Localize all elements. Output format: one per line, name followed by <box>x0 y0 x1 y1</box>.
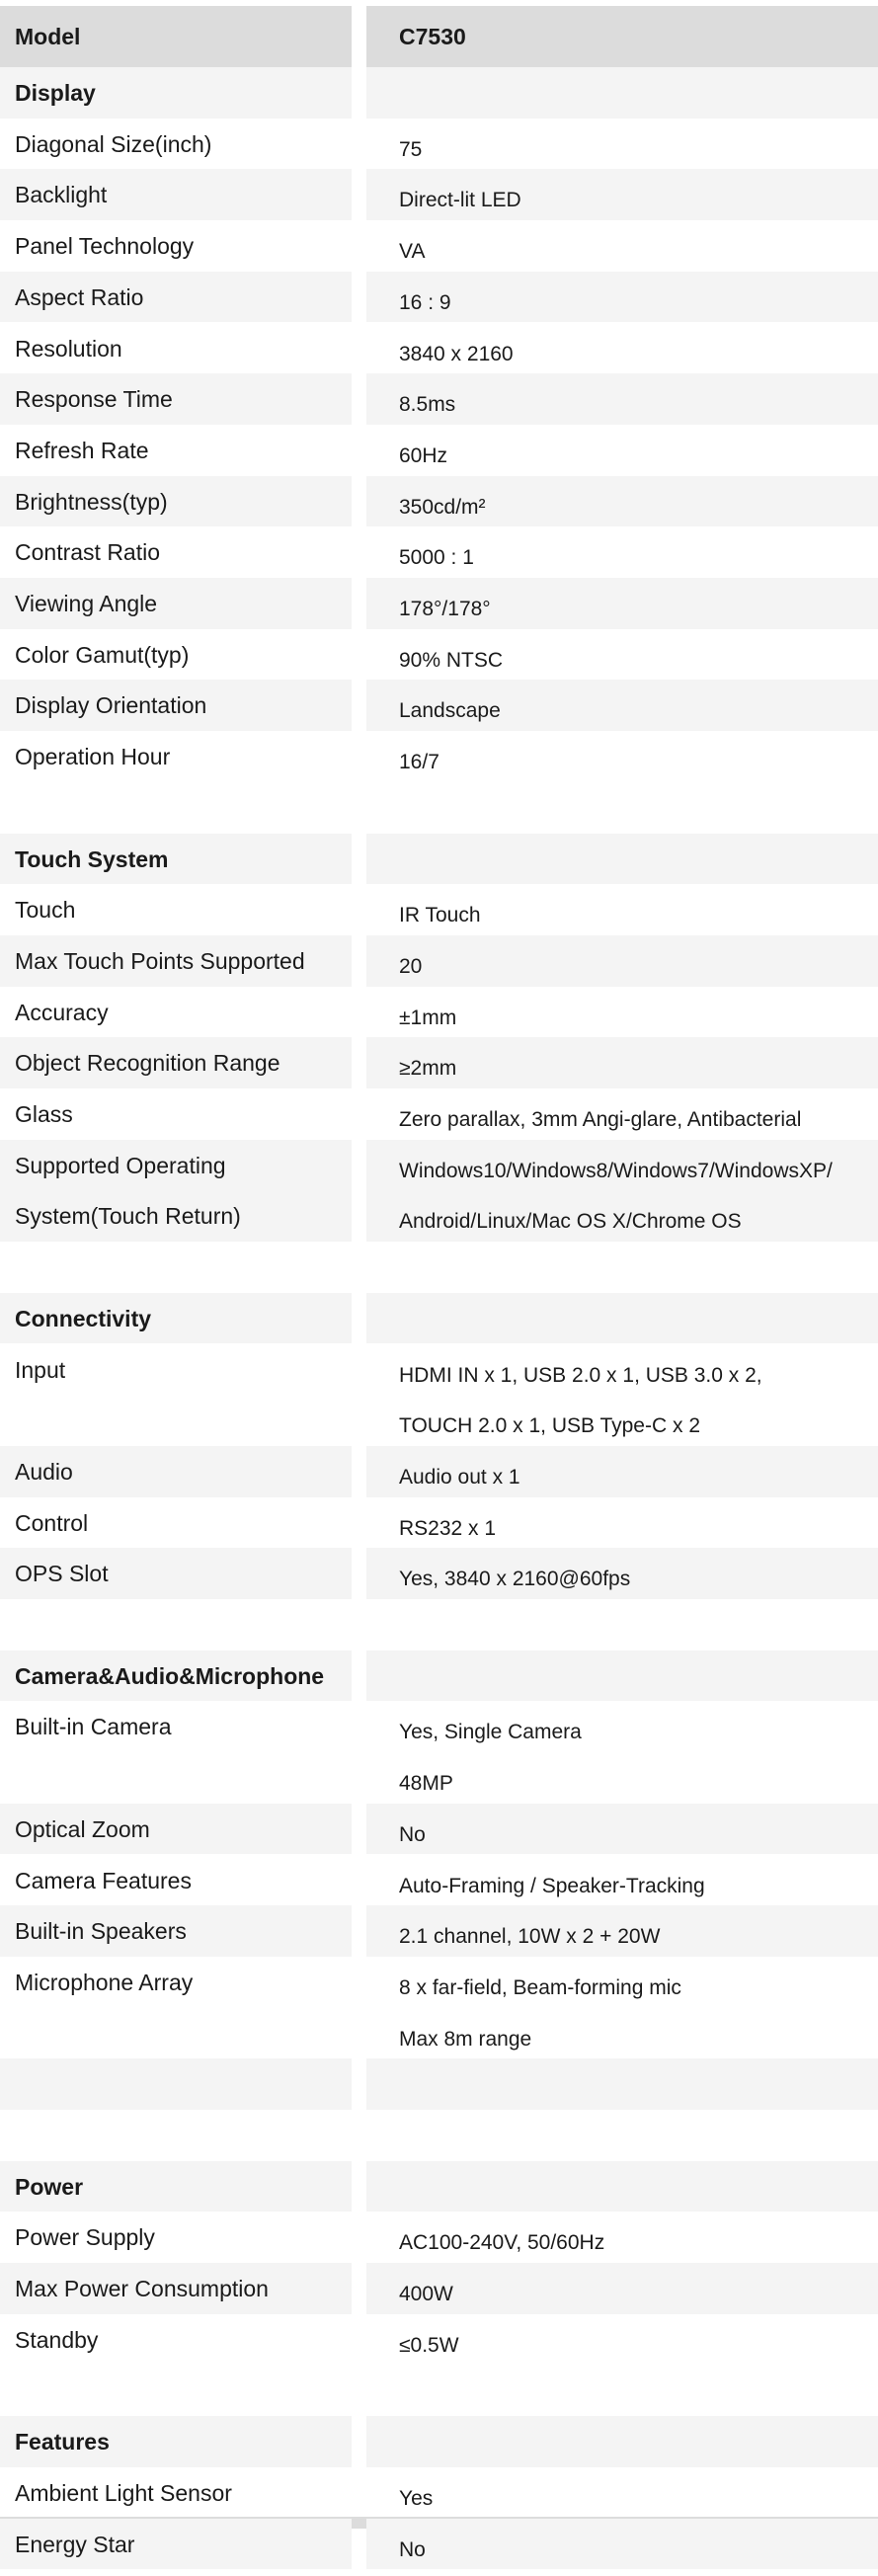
spec-value: 16 : 9 <box>399 290 451 314</box>
spec-label: Operation Hour <box>15 744 171 770</box>
spec-label: Glass <box>15 1101 73 1127</box>
spec-row <box>0 169 878 220</box>
spec-value: 8 x far-field, Beam-forming mic <box>399 1975 681 1999</box>
spec-label: Max Power Consumption <box>15 2276 269 2302</box>
spec-label: Response Time <box>15 386 173 413</box>
spec-value: 75 <box>399 137 423 161</box>
spec-value: TOUCH 2.0 x 1, USB Type-C x 2 <box>399 1414 700 1438</box>
spec-label: Diagonal Size(inch) <box>15 130 212 157</box>
section-title: Power <box>15 2173 84 2200</box>
spec-label: Control <box>15 1509 89 1536</box>
spec-value: 350cd/m² <box>399 495 486 519</box>
spec-label: Resolution <box>15 335 122 362</box>
model-label: Model <box>15 24 81 49</box>
spec-label: Color Gamut(typ) <box>15 641 190 668</box>
spec-value: Yes, 3840 x 2160@60fps <box>399 1568 631 1591</box>
section-title-row <box>0 2161 878 2213</box>
table-header-row <box>0 6 878 67</box>
spec-value: 20 <box>399 954 423 978</box>
spec-row <box>0 119 878 170</box>
spec-row <box>0 526 878 578</box>
spec-label: Built-in Camera <box>15 1714 172 1740</box>
spec-label: Standby <box>15 2326 99 2353</box>
spec-value: Yes <box>399 2486 434 2510</box>
spec-value: VA <box>399 240 426 264</box>
spec-label: Optical Zoom <box>15 1815 150 1842</box>
spec-row <box>0 2212 878 2263</box>
spec-label: Viewing Angle <box>15 591 158 616</box>
spec-label: Backlight <box>15 182 108 208</box>
spec-value: Max 8m range <box>399 2027 532 2051</box>
spec-label: Energy Star <box>15 2531 135 2557</box>
section-title: Display <box>15 80 96 106</box>
spec-row <box>0 373 878 425</box>
spec-value: IR Touch <box>399 904 481 927</box>
spec-value: 400W <box>399 2283 453 2306</box>
spec-label: Power Supply <box>15 2224 155 2251</box>
spec-label: Panel Technology <box>15 233 195 260</box>
spec-label: OPS Slot <box>15 1561 109 1587</box>
spec-value: Android/Linux/Mac OS X/Chrome OS <box>399 1210 742 1234</box>
spec-value: 3840 x 2160 <box>399 342 514 365</box>
spec-label: Touch <box>15 897 76 924</box>
spec-label: Object Recognition Range <box>15 1050 280 1077</box>
spec-row <box>0 1905 878 1957</box>
spec-row <box>0 1140 878 1242</box>
section-title-row <box>0 67 878 119</box>
spec-label: Audio <box>15 1458 73 1485</box>
spec-row <box>0 1497 878 1549</box>
section-title: Connectivity <box>15 1305 152 1331</box>
section-title: Touch System <box>15 845 169 872</box>
spec-value: 178°/178° <box>399 598 491 620</box>
spec-row <box>0 425 878 476</box>
spec-label: Ambient Light Sensor <box>15 2479 232 2506</box>
spec-row <box>0 578 878 629</box>
spec-row <box>0 987 878 1038</box>
section-title-row <box>0 2416 878 2467</box>
spec-row <box>0 1701 878 1803</box>
spec-value: ≤0.5W <box>399 2333 459 2357</box>
section-title: Camera&Audio&Microphone <box>15 1662 325 1689</box>
section-title-row <box>0 1650 878 1702</box>
spec-row <box>0 2314 878 2366</box>
spec-value: 2.1 channel, 10W x 2 + 20W <box>399 1925 661 1949</box>
spec-label: Microphone Array <box>15 1969 194 1995</box>
spec-label: Max Touch Points Supported <box>15 947 305 974</box>
spec-row <box>0 935 878 987</box>
spec-value: 90% NTSC <box>399 648 504 672</box>
spec-label: Refresh Rate <box>15 437 149 463</box>
spec-value: Zero parallax, 3mm Angi-glare, Antibacterial <box>399 1108 802 1131</box>
spec-row <box>0 1855 878 1906</box>
section-title: Features <box>15 2429 110 2455</box>
spec-value: 60Hz <box>399 443 448 467</box>
spec-value: 8.5ms <box>399 393 456 417</box>
spec-value: No <box>399 2537 426 2561</box>
spec-row <box>0 476 878 527</box>
spec-label: Camera Features <box>15 1867 192 1893</box>
spec-label: Input <box>15 1356 66 1383</box>
spec-row <box>0 220 878 272</box>
spec-value: Yes, Single Camera <box>399 1721 582 1744</box>
spec-row <box>0 272 878 323</box>
spec-value: 5000 : 1 <box>399 546 474 570</box>
section-title-row <box>0 1293 878 1344</box>
section-title-row <box>0 834 878 885</box>
spec-row <box>0 2519 878 2570</box>
spec-row <box>0 1344 878 1446</box>
spec-row <box>0 884 878 935</box>
model-value: C7530 <box>399 24 466 49</box>
spec-value: 48MP <box>399 1772 453 1796</box>
spec-value: HDMI IN x 1, USB 2.0 x 1, USB 3.0 x 2, <box>399 1363 762 1387</box>
spec-row <box>0 2467 878 2519</box>
spec-value: Windows10/Windows8/Windows7/WindowsXP/ <box>399 1159 833 1182</box>
spec-row <box>0 1804 878 1855</box>
spec-label: Accuracy <box>15 999 109 1025</box>
spec-row <box>0 1957 878 2058</box>
spec-row <box>0 680 878 731</box>
spec-value: Audio out x 1 <box>399 1465 520 1489</box>
spec-label: Built-in Speakers <box>15 1918 187 1945</box>
spec-row <box>0 1088 878 1140</box>
spec-row <box>0 2263 878 2314</box>
spec-value: Direct-lit LED <box>399 189 521 212</box>
spec-label: Aspect Ratio <box>15 283 144 310</box>
spec-row <box>0 2058 878 2110</box>
spec-value: Landscape <box>399 699 501 723</box>
spec-value: No <box>399 1822 426 1846</box>
spec-row <box>0 323 878 374</box>
spec-value: Auto-Framing / Speaker-Tracking <box>399 1874 705 1897</box>
spec-value: ≥2mm <box>399 1057 457 1081</box>
spec-value: AC100-240V, 50/60Hz <box>399 2231 605 2255</box>
spec-label: Contrast Ratio <box>15 539 161 566</box>
spec-row <box>0 731 878 782</box>
spec-label: System(Touch Return) <box>15 1203 241 1230</box>
spec-value: 16/7 <box>399 751 439 774</box>
spec-value: RS232 x 1 <box>399 1516 497 1540</box>
spec-value: ±1mm <box>399 1006 457 1029</box>
spec-label: Supported Operating <box>15 1152 226 1178</box>
spec-label: Brightness(typ) <box>15 488 168 515</box>
spec-row <box>0 1446 878 1497</box>
spec-label: Display Orientation <box>15 692 207 719</box>
spec-row <box>0 1037 878 1088</box>
spec-row <box>0 629 878 681</box>
spec-row <box>0 1548 878 1599</box>
